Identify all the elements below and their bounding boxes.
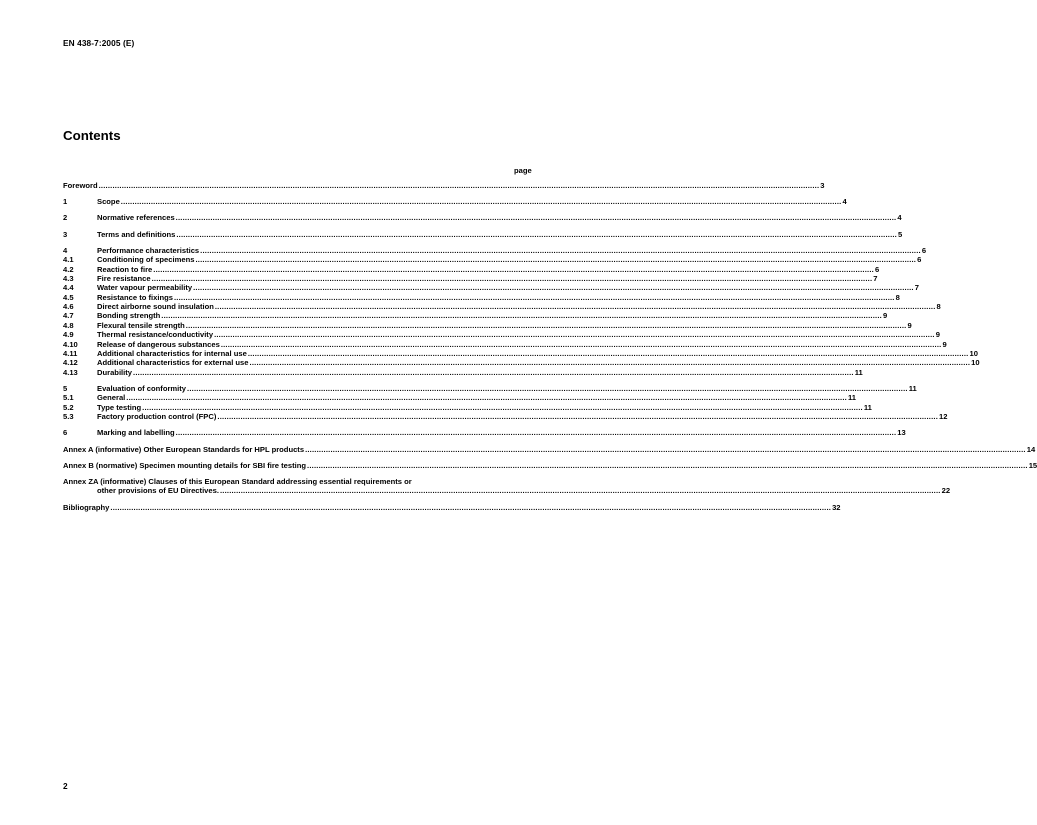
- toc-entry[interactable]: [63, 213, 902, 223]
- toc-entry-title: Annex B (normative) Specimen mounting details for SBI fire testing: [63, 460, 307, 470]
- toc-entry-page: 11: [854, 367, 863, 377]
- toc-entry[interactable]: [63, 273, 878, 283]
- toc-entry-page: 5: [898, 229, 903, 239]
- toc-entry-number: 4.10: [63, 339, 78, 349]
- toc-entry-number: 4.9: [63, 330, 74, 340]
- toc-entry-number: 1: [63, 197, 68, 207]
- toc-entry-title: Fire resistance: [97, 273, 151, 283]
- toc-entry[interactable]: [63, 229, 903, 239]
- toc-entry[interactable]: [63, 412, 948, 422]
- toc-entry[interactable]: [63, 358, 980, 368]
- toc-entry-annex-a[interactable]: [63, 444, 1036, 454]
- toc-entry-annex-za-line2[interactable]: [63, 486, 951, 496]
- toc-entry-title: Marking and labelling: [97, 428, 175, 438]
- toc-entry-number: 5: [63, 384, 68, 393]
- toc-entry-page: 7: [914, 283, 919, 293]
- toc-entry-number: 4: [63, 245, 68, 255]
- toc-entry-title: Bibliography: [63, 502, 110, 512]
- dot-leader: [215, 302, 936, 311]
- toc-entry-number: 6: [63, 428, 68, 438]
- toc-entry-annex-b[interactable]: [63, 460, 1037, 470]
- toc-entry[interactable]: [63, 180, 825, 190]
- toc-entry[interactable]: [63, 245, 927, 255]
- toc-entry-number: 4.5: [63, 292, 74, 302]
- dot-leader: [110, 503, 831, 512]
- toc-entry-page: 8: [895, 292, 900, 302]
- toc-entry-title: Additional characteristics for external use: [97, 358, 249, 368]
- toc-entry-number: 4.12: [63, 358, 78, 368]
- table-of-contents: [63, 180, 1037, 512]
- toc-entry-title: Direct airborne sound insulation: [97, 302, 214, 312]
- toc-entry-title: Evaluation of conformity: [97, 384, 187, 393]
- toc-entry-page: 32: [832, 502, 841, 512]
- toc-entry-number: 3: [63, 229, 68, 239]
- toc-entry-title: Flexural tensile strength: [97, 320, 185, 330]
- toc-entry[interactable]: [63, 320, 912, 330]
- toc-entry-title: Durability: [97, 367, 133, 377]
- dot-leader: [250, 358, 971, 367]
- toc-entry[interactable]: [63, 339, 947, 349]
- dot-leader: [152, 274, 873, 283]
- toc-entry-title: Normative references: [97, 213, 175, 223]
- dot-leader: [195, 255, 916, 264]
- toc-entry-number: 4.13: [63, 367, 78, 377]
- document-id-header: EN 438-7:2005 (E): [63, 38, 135, 48]
- toc-entry[interactable]: [63, 349, 978, 359]
- toc-entry-page: 6: [874, 264, 880, 274]
- toc-entry-page: 9: [935, 330, 940, 340]
- dot-leader: [161, 311, 882, 320]
- toc-entry-page: 13: [897, 428, 906, 438]
- toc-entry-title: Factory production control (FPC): [97, 412, 217, 422]
- toc-entry[interactable]: [63, 292, 900, 302]
- toc-entry-title: Resistance to fixings: [97, 292, 173, 302]
- toc-entry-page: 14: [1026, 444, 1036, 454]
- toc-entry-title: Annex A (informative) Other European Standards for HPL products: [63, 444, 305, 454]
- dot-leader: [99, 181, 820, 190]
- toc-entry-title: Water vapour permeability: [97, 283, 193, 293]
- toc-entry[interactable]: [63, 402, 872, 412]
- toc-entry-title: Thermal resistance/conductivity: [97, 330, 214, 340]
- toc-entry[interactable]: [63, 255, 922, 265]
- toc-entry-page: 22: [941, 486, 951, 496]
- dot-leader: [176, 230, 897, 239]
- toc-entry-title: Type testing: [97, 402, 142, 412]
- toc-entry-page: 12: [939, 412, 948, 422]
- toc-entry-title: Scope: [97, 197, 120, 207]
- toc-entry-page: 11: [908, 384, 917, 393]
- toc-entry[interactable]: [63, 367, 863, 377]
- dot-leader: [176, 428, 897, 437]
- toc-entry-page: 11: [863, 402, 872, 412]
- dot-leader: [221, 340, 942, 349]
- toc-entry-page: 9: [882, 311, 888, 321]
- toc-entry-number: 4.6: [63, 302, 74, 312]
- toc-entry[interactable]: [63, 393, 856, 403]
- dot-leader: [248, 349, 969, 358]
- toc-entry-number: 5.3: [63, 412, 74, 422]
- toc-entry-page: 3: [820, 180, 825, 190]
- toc-entry-number: 4.3: [63, 273, 74, 283]
- dot-leader: [220, 486, 941, 495]
- toc-entry[interactable]: [63, 302, 941, 312]
- dot-leader: [176, 213, 897, 222]
- dot-leader: [153, 265, 874, 274]
- toc-entry-page: 9: [942, 339, 947, 349]
- dot-leader: [174, 293, 895, 302]
- toc-entry-page: 7: [873, 273, 878, 283]
- toc-entry-page: 8: [936, 302, 941, 312]
- toc-entry-title-continued: other provisions of EU Directives.: [97, 486, 219, 496]
- dot-leader: [217, 412, 938, 421]
- page-column-label: page: [514, 166, 532, 175]
- toc-entry-number: 4.8: [63, 320, 74, 330]
- toc-entry-number: 5.2: [63, 402, 74, 412]
- dot-leader: [133, 368, 854, 377]
- toc-entry[interactable]: [63, 311, 888, 321]
- toc-entry-number: 4.2: [63, 264, 74, 274]
- toc-entry-number: 2: [63, 213, 68, 223]
- toc-entry-title: Additional characteristics for internal use: [97, 349, 247, 359]
- toc-entry-page: 6: [917, 255, 922, 265]
- toc-entry-number: 4.4: [63, 283, 74, 293]
- toc-entry[interactable]: [63, 330, 940, 340]
- toc-entry-title: Terms and definitions: [97, 229, 176, 239]
- toc-entry-page: 4: [897, 213, 902, 223]
- toc-entry-title: Performance characteristics: [97, 245, 200, 255]
- dot-leader: [187, 384, 908, 393]
- toc-entry[interactable]: [63, 283, 919, 293]
- toc-entry-title: General: [97, 393, 126, 403]
- dot-leader: [186, 321, 907, 330]
- toc-entry-page: 10: [971, 358, 980, 368]
- toc-entry-page: 10: [969, 349, 978, 359]
- toc-entry-title: Conditioning of specimens: [97, 255, 195, 265]
- toc-entry-number: 4.11: [63, 349, 78, 359]
- toc-entry-page: 11: [847, 393, 856, 403]
- toc-entry-page: 9: [907, 320, 912, 330]
- toc-entry-page: 4: [842, 197, 847, 207]
- toc-entry-number: 4.1: [63, 255, 74, 265]
- page-number: 2: [63, 781, 68, 791]
- toc-sections: [63, 180, 980, 438]
- toc-entry-title: Reaction to fire: [97, 264, 153, 274]
- toc-entry-title: Release of dangerous substances: [97, 339, 220, 349]
- dot-leader: [193, 283, 914, 292]
- toc-entry-page: 6: [921, 245, 927, 255]
- dot-leader: [307, 461, 1028, 470]
- toc-entry-page: 15: [1028, 460, 1037, 470]
- toc-entry[interactable]: [63, 197, 847, 207]
- dot-leader: [121, 197, 842, 206]
- toc-entry-annex-za-line1[interactable]: [63, 477, 541, 486]
- dot-leader: [200, 246, 921, 255]
- dot-leader: [305, 445, 1026, 454]
- toc-entry-title: Annex ZA (informative) Clauses of this European Standard addressing essential requirements or: [63, 476, 412, 486]
- toc-entry[interactable]: [63, 384, 917, 393]
- dot-leader: [126, 393, 847, 402]
- dot-leader: [142, 403, 863, 412]
- toc-entry-number: 5.1: [63, 393, 74, 403]
- toc-entry-number: 4.7: [63, 311, 74, 321]
- toc-entry[interactable]: [63, 428, 906, 438]
- toc-entry-bibliography[interactable]: [63, 502, 841, 512]
- toc-entry-title: Foreword: [63, 180, 98, 190]
- toc-entry[interactable]: [63, 264, 880, 274]
- toc-entry-title: Bonding strength: [97, 311, 161, 321]
- dot-leader: [214, 330, 935, 339]
- contents-title: Contents: [63, 128, 121, 143]
